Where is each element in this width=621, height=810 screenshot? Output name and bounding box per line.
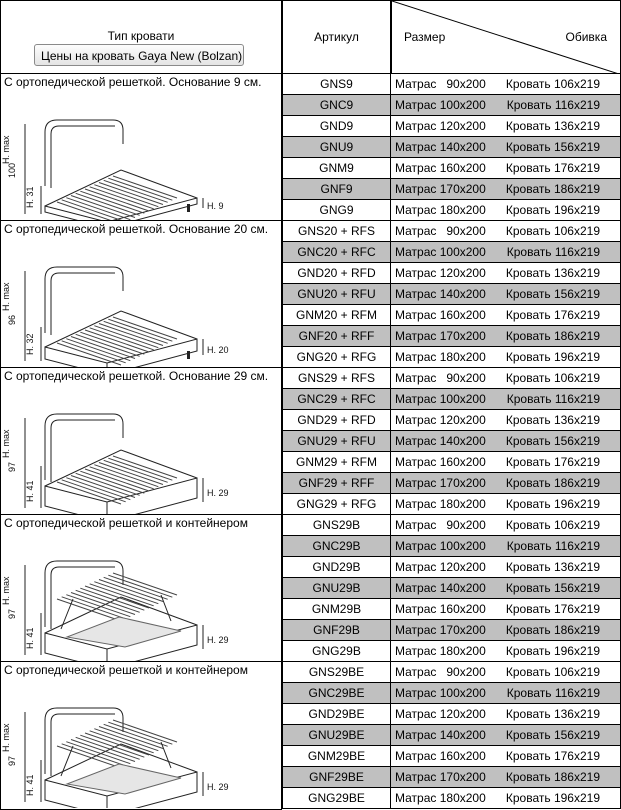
table-row — [282, 305, 621, 326]
label-hmax-value: 100 — [7, 162, 17, 178]
label-hmax-value: 97 — [7, 461, 17, 472]
mattress-size: Матрас 90x200 — [395, 665, 486, 679]
mattress-size: Матрас 120x200 — [395, 266, 486, 280]
table-row — [282, 452, 621, 473]
bed-slats — [57, 720, 177, 768]
bed-headboard-inner — [51, 714, 115, 776]
article-cell: GNC29B — [282, 536, 391, 557]
bed-frame-top — [45, 450, 197, 486]
bed-size: Кровать 136x219 — [505, 266, 600, 280]
mattress-size: Матрас 140x200 — [395, 140, 486, 154]
bed-size: Кровать 116x219 — [506, 686, 600, 700]
article-cell: GND29 + RFD — [282, 410, 391, 431]
size-cell — [391, 704, 621, 725]
size-cell — [391, 578, 621, 599]
label-h-base: H. 29 — [207, 635, 229, 645]
size-cell — [391, 95, 621, 116]
table-row — [282, 662, 621, 683]
size-cell — [391, 389, 621, 410]
bed-size: Кровать 176x219 — [505, 749, 600, 763]
article-cell: GNU29B — [282, 578, 391, 599]
table-row — [282, 620, 621, 641]
bed-headboard-inner — [51, 126, 115, 188]
article-cell: GNG29 + RFG — [282, 494, 391, 515]
article-cell: GNC29BE — [282, 683, 391, 704]
bed-size: Кровать 106x219 — [505, 518, 600, 532]
size-cell — [391, 431, 621, 452]
bed-size: Кровать 156x219 — [505, 434, 600, 448]
size-cell — [391, 305, 621, 326]
size-cell — [391, 410, 621, 431]
article-cell: GNU9 — [282, 137, 391, 158]
size-cell — [391, 179, 621, 200]
bed-size: Кровать 176x219 — [505, 602, 600, 616]
label-h-side: H. 41 — [25, 480, 35, 502]
table-row — [282, 221, 621, 242]
label-h-base: H. 29 — [207, 782, 229, 792]
mattress-size: Матрас 160x200 — [395, 749, 486, 763]
bed-size: Кровать 136x219 — [505, 560, 600, 574]
table-row — [282, 116, 621, 137]
header-size-label: Размер — [404, 30, 446, 44]
mattress-size: Матрас 170x200 — [395, 770, 486, 784]
bed-frame-top — [45, 170, 197, 206]
table-row — [282, 599, 621, 620]
table-row — [282, 242, 621, 263]
mattress-size: Матрас 100x200 — [395, 98, 486, 112]
label-hmax: H. max — [1, 576, 11, 605]
size-cell — [391, 284, 621, 305]
group-title: С ортопедической решеткой. Основание 29 см. — [4, 369, 269, 383]
group-title: С ортопедической решеткой и контейнером — [4, 516, 248, 530]
group-type-cell — [0, 368, 282, 515]
mattress-size: Матрас 100x200 — [395, 245, 486, 259]
mattress-size: Матрас 140x200 — [395, 434, 486, 448]
size-cell — [391, 515, 621, 536]
table-row — [282, 473, 621, 494]
table-row — [282, 347, 621, 368]
mattress-size: Матрас 180x200 — [395, 203, 486, 217]
bed-size: Кровать 186x219 — [505, 182, 600, 196]
article-cell: GNC20 + RFC — [282, 242, 391, 263]
bed-size: Кровать 196x219 — [505, 497, 600, 511]
table-row — [282, 788, 621, 809]
mattress-size: Матрас 160x200 — [395, 308, 486, 322]
bed-slats — [57, 317, 177, 365]
table-row — [282, 515, 621, 536]
bed-size: Кровать 106x219 — [505, 77, 600, 91]
article-cell: GNM29B — [282, 599, 391, 620]
bed-headboard — [45, 120, 123, 186]
article-cell: GNF20 + RFF — [282, 326, 391, 347]
bed-size: Кровать 156x219 — [505, 581, 600, 595]
size-cell — [391, 494, 621, 515]
size-cell — [391, 368, 621, 389]
table-row — [282, 557, 621, 578]
size-cell — [391, 536, 621, 557]
article-cell: GND20 + RFD — [282, 263, 391, 284]
table-row — [282, 284, 621, 305]
size-cell — [391, 683, 621, 704]
table-row — [282, 431, 621, 452]
bed-size: Кровать 176x219 — [505, 308, 600, 322]
article-cell: GNM29 + RFM — [282, 452, 391, 473]
bed-slats — [57, 573, 177, 621]
mattress-size: Матрас 160x200 — [395, 602, 486, 616]
article-cell: GNS29B — [282, 515, 391, 536]
group-type-cell — [0, 221, 282, 368]
bed-size: Кровать 186x219 — [505, 476, 600, 490]
mattress-size: Матрас 180x200 — [395, 644, 486, 658]
table-row — [282, 641, 621, 662]
table-row — [282, 704, 621, 725]
group-title: С ортопедической решеткой. Основание 9 см. — [4, 75, 262, 89]
article-cell: GNC29 + RFC — [282, 389, 391, 410]
table-row — [282, 746, 621, 767]
bed-headboard — [45, 267, 123, 333]
bed-leg — [187, 204, 190, 212]
bed-size: Кровать 196x219 — [505, 644, 600, 658]
article-cell: GNF29 + RFF — [282, 473, 391, 494]
table-row — [282, 200, 621, 221]
bed-size: Кровать 136x219 — [505, 707, 600, 721]
table-row — [282, 95, 621, 116]
mattress-size: Матрас 100x200 — [395, 392, 486, 406]
header-article-cell — [282, 0, 391, 74]
header-type-cell — [0, 0, 282, 74]
article-cell: GNM29BE — [282, 746, 391, 767]
mattress-size: Матрас 140x200 — [395, 728, 486, 742]
table-row — [282, 179, 621, 200]
bed-size: Кровать 116x219 — [506, 245, 600, 259]
article-cell: GNG9 — [282, 200, 391, 221]
label-h-base: H. 9 — [207, 201, 224, 211]
size-cell — [391, 452, 621, 473]
bed-size: Кровать 136x219 — [505, 413, 600, 427]
header-size-cell — [391, 0, 621, 74]
label-hmax: H. max — [1, 429, 11, 458]
header-article-label: Артикул — [314, 30, 359, 44]
bed-illustration — [1, 239, 282, 367]
label-h-side: H. 41 — [25, 627, 35, 649]
table-row — [282, 494, 621, 515]
size-cell — [391, 725, 621, 746]
mattress-size: Матрас 170x200 — [395, 182, 486, 196]
article-cell: GNF29B — [282, 620, 391, 641]
bed-headboard-inner — [51, 567, 115, 629]
bed-container — [67, 617, 181, 647]
article-cell: GND29B — [282, 557, 391, 578]
size-cell — [391, 557, 621, 578]
article-cell: GND9 — [282, 116, 391, 137]
article-cell: GNS29 + RFS — [282, 368, 391, 389]
size-cell — [391, 641, 621, 662]
mattress-size: Матрас 170x200 — [395, 329, 486, 343]
label-h-side: H. 32 — [25, 333, 35, 355]
bed-size: Кровать 116x219 — [506, 392, 600, 406]
size-cell — [391, 326, 621, 347]
size-cell — [391, 137, 621, 158]
article-cell: GNG20 + RFG — [282, 347, 391, 368]
group-title: С ортопедической решеткой. Основание 20 см. — [4, 222, 269, 236]
mattress-size: Матрас 100x200 — [395, 686, 486, 700]
mattress-size: Матрас 90x200 — [395, 224, 486, 238]
group-type-cell — [0, 74, 282, 221]
article-cell: GNU20 + RFU — [282, 284, 391, 305]
bed-frame-top — [45, 311, 197, 347]
bed-size: Кровать 156x219 — [505, 728, 600, 742]
mattress-size: Матрас 160x200 — [395, 455, 486, 469]
label-hmax-value: 96 — [7, 314, 17, 325]
label-h-side: H. 41 — [25, 774, 35, 796]
bed-size: Кровать 196x219 — [505, 203, 600, 217]
mattress-size: Матрас 180x200 — [395, 791, 486, 805]
bed-slats — [57, 456, 177, 504]
size-cell — [391, 74, 621, 95]
label-hmax: H. max — [1, 723, 11, 752]
table-row — [282, 536, 621, 557]
size-cell — [391, 599, 621, 620]
table-row — [282, 74, 621, 95]
mattress-size: Матрас 180x200 — [395, 350, 486, 364]
bed-size: Кровать 196x219 — [505, 350, 600, 364]
table-row — [282, 326, 621, 347]
size-cell — [391, 221, 621, 242]
article-cell: GNU29 + RFU — [282, 431, 391, 452]
table-row — [282, 368, 621, 389]
mattress-size: Матрас 90x200 — [395, 77, 486, 91]
bed-illustration — [1, 680, 282, 808]
article-cell: GNG29BE — [282, 788, 391, 809]
size-cell — [391, 746, 621, 767]
article-cell: GNC9 — [282, 95, 391, 116]
article-cell: GNG29B — [282, 641, 391, 662]
size-cell — [391, 263, 621, 284]
table-row — [282, 158, 621, 179]
size-cell — [391, 347, 621, 368]
bed-size: Кровать 186x219 — [505, 329, 600, 343]
article-cell: GNF29BE — [282, 767, 391, 788]
table-row — [282, 725, 621, 746]
bed-size: Кровать 186x219 — [505, 770, 600, 784]
bed-size: Кровать 116x219 — [506, 539, 600, 553]
bed-size: Кровать 156x219 — [505, 287, 600, 301]
bed-leg — [187, 351, 190, 359]
label-hmax-value: 97 — [7, 608, 17, 619]
size-cell — [391, 158, 621, 179]
bed-size: Кровать 186x219 — [505, 623, 600, 637]
mattress-size: Матрас 90x200 — [395, 371, 486, 385]
label-hmax: H. max — [1, 135, 11, 164]
table-row — [282, 137, 621, 158]
mattress-size: Матрас 100x200 — [395, 539, 486, 553]
article-cell: GNS20 + RFS — [282, 221, 391, 242]
size-cell — [391, 473, 621, 494]
mattress-size: Матрас 120x200 — [395, 413, 486, 427]
mattress-size: Матрас 180x200 — [395, 497, 486, 511]
mattress-size: Матрас 120x200 — [395, 707, 486, 721]
article-cell: GNS9 — [282, 74, 391, 95]
bed-container — [67, 764, 181, 794]
bed-size: Кровать 106x219 — [505, 371, 600, 385]
table-row — [282, 683, 621, 704]
article-cell: GNM9 — [282, 158, 391, 179]
header-type-label: Тип кровати — [107, 29, 175, 43]
article-cell: GNS29BE — [282, 662, 391, 683]
bed-illustration — [1, 92, 282, 220]
label-hmax-value: 97 — [7, 755, 17, 766]
table-row — [282, 767, 621, 788]
size-cell — [391, 116, 621, 137]
mattress-size: Матрас 140x200 — [395, 287, 486, 301]
header-upholstery-label: Обивка — [565, 30, 607, 44]
article-cell: GNF9 — [282, 179, 391, 200]
group-title: С ортопедической решеткой и контейнером — [4, 663, 248, 677]
size-cell — [391, 620, 621, 641]
size-cell — [391, 788, 621, 809]
mattress-size: Матрас 120x200 — [395, 119, 486, 133]
table-row — [282, 410, 621, 431]
group-type-cell — [0, 662, 282, 810]
bed-size: Кровать 156x219 — [505, 140, 600, 154]
table-row — [282, 578, 621, 599]
article-cell: GNU29BE — [282, 725, 391, 746]
table-row — [282, 263, 621, 284]
mattress-size: Матрас 170x200 — [395, 476, 486, 490]
size-cell — [391, 662, 621, 683]
label-h-side: H. 31 — [25, 186, 35, 208]
mattress-size: Матрас 170x200 — [395, 623, 486, 637]
label-hmax: H. max — [1, 282, 11, 311]
bed-size: Кровать 106x219 — [505, 665, 600, 679]
bed-illustration — [1, 386, 282, 514]
bed-illustration — [1, 533, 282, 661]
bed-size: Кровать 196x219 — [505, 791, 600, 805]
price-button[interactable]: Цены на кровать Gaya New (Bolzan) — [34, 44, 244, 66]
mattress-size: Матрас 120x200 — [395, 560, 486, 574]
bed-size: Кровать 116x219 — [506, 98, 600, 112]
bed-size: Кровать 176x219 — [505, 455, 600, 469]
label-h-base: H. 20 — [207, 345, 229, 355]
article-cell: GND29BE — [282, 704, 391, 725]
group-type-cell — [0, 515, 282, 662]
label-h-base: H. 29 — [207, 488, 229, 498]
size-cell — [391, 767, 621, 788]
article-cell: GNM20 + RFM — [282, 305, 391, 326]
bed-headboard — [45, 561, 123, 627]
bed-size: Кровать 106x219 — [505, 224, 600, 238]
bed-headboard — [45, 708, 123, 774]
size-cell — [391, 242, 621, 263]
size-cell — [391, 200, 621, 221]
table-row — [282, 389, 621, 410]
mattress-size: Матрас 140x200 — [395, 581, 486, 595]
mattress-size: Матрас 90x200 — [395, 518, 486, 532]
bed-size: Кровать 136x219 — [505, 119, 600, 133]
mattress-size: Матрас 160x200 — [395, 161, 486, 175]
bed-size: Кровать 176x219 — [505, 161, 600, 175]
